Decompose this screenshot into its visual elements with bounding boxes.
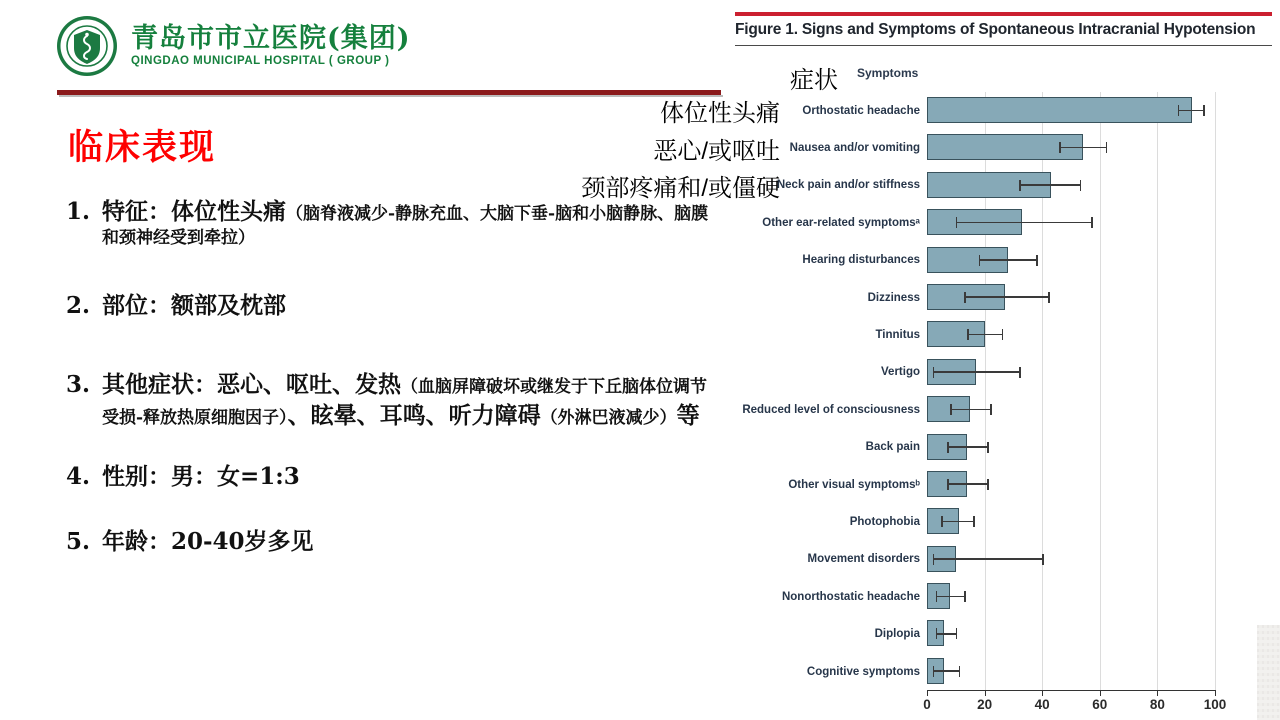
list-item bbox=[66, 369, 721, 431]
bar-plot-area bbox=[927, 615, 1275, 652]
bar bbox=[927, 97, 1192, 123]
watermark-image bbox=[1257, 625, 1280, 720]
error-bar-cap bbox=[933, 554, 935, 565]
bar-label: Neck pain and/or stiffness bbox=[776, 179, 920, 192]
bar-plot-area bbox=[927, 391, 1275, 428]
error-bar bbox=[936, 596, 965, 598]
chart-row bbox=[730, 92, 1275, 129]
error-bar-cap bbox=[1002, 329, 1004, 340]
bar-label: Movement disorders bbox=[807, 553, 920, 566]
bar-plot-area bbox=[927, 578, 1275, 615]
x-tick bbox=[1215, 691, 1216, 696]
error-bar-cap bbox=[967, 329, 969, 340]
error-bar-cap bbox=[1048, 292, 1050, 303]
bar-label: Vertigo bbox=[881, 366, 920, 379]
chart-row bbox=[730, 316, 1275, 353]
error-bar bbox=[933, 670, 959, 672]
error-bar-cap bbox=[1080, 180, 1082, 191]
list-item-number: 3. bbox=[66, 371, 91, 399]
chart-row bbox=[730, 541, 1275, 578]
x-tick bbox=[1042, 691, 1043, 696]
chinese-annotation: 症状 bbox=[790, 67, 838, 94]
error-bar bbox=[947, 446, 987, 448]
x-tick-label: 0 bbox=[923, 697, 931, 712]
error-bar bbox=[964, 296, 1048, 298]
figure-divider bbox=[735, 45, 1272, 46]
error-bar-cap bbox=[933, 666, 935, 677]
error-bar-cap bbox=[1042, 554, 1044, 565]
hospital-name-en: QINGDAO MUNICIPAL HOSPITAL ( GROUP ) bbox=[131, 55, 390, 68]
bar-label: Nausea and/or vomiting bbox=[789, 142, 920, 155]
x-tick-label: 80 bbox=[1149, 697, 1165, 712]
figure-accent-rule bbox=[735, 12, 1272, 16]
bar-plot-area bbox=[927, 167, 1275, 204]
list-item-text: （外淋巴液减少） bbox=[540, 408, 677, 429]
bar-plot-area bbox=[927, 653, 1275, 690]
header-rule bbox=[57, 90, 721, 95]
error-bar-cap bbox=[990, 404, 992, 415]
chart-row bbox=[730, 279, 1275, 316]
list-item-number: 5. bbox=[66, 528, 91, 556]
error-bar bbox=[933, 371, 1019, 373]
list-item-text: 部位：额部及枕部 bbox=[102, 291, 286, 319]
error-bar bbox=[1059, 147, 1105, 149]
error-bar-cap bbox=[936, 628, 938, 639]
chart-row bbox=[730, 653, 1275, 690]
list-item-text: 性别：男：女=1:3 bbox=[102, 463, 300, 491]
x-tick bbox=[985, 691, 986, 696]
bar-label: Other ear-related symptomsᵃ bbox=[762, 216, 920, 229]
error-bar bbox=[1178, 110, 1204, 112]
error-bar bbox=[1019, 184, 1079, 186]
error-bar-cap bbox=[1019, 367, 1021, 378]
error-bar bbox=[947, 483, 987, 485]
error-bar-cap bbox=[1019, 180, 1021, 191]
x-tick bbox=[1100, 691, 1101, 696]
error-bar-cap bbox=[947, 479, 949, 490]
bar-plot-area bbox=[927, 279, 1275, 316]
error-bar-cap bbox=[964, 591, 966, 602]
chart-row bbox=[730, 391, 1275, 428]
list-item bbox=[66, 526, 721, 557]
bar-plot-area bbox=[927, 503, 1275, 540]
list-item bbox=[66, 461, 721, 492]
chart-row bbox=[730, 129, 1275, 166]
bar-label: Cognitive symptoms bbox=[806, 665, 920, 678]
figure-title: Figure 1. Signs and Symptoms of Spontaneous Intracranial Hypotension bbox=[735, 21, 1256, 38]
error-bar-cap bbox=[1059, 142, 1061, 153]
x-tick-label: 60 bbox=[1092, 697, 1108, 712]
chinese-annotation: 恶心/或呕吐 bbox=[653, 138, 780, 165]
bar-label: Other visual symptomsᵇ bbox=[788, 478, 920, 491]
error-bar-cap bbox=[959, 666, 961, 677]
bar-label: Dizziness bbox=[867, 291, 920, 304]
bar-label: Tinnitus bbox=[875, 329, 920, 341]
bar-label: Back pain bbox=[865, 441, 920, 454]
error-bar-cap bbox=[987, 442, 989, 453]
hospital-brand bbox=[55, 14, 411, 78]
chart-row bbox=[730, 503, 1275, 540]
error-bar-cap bbox=[956, 628, 958, 639]
bar-plot-area bbox=[927, 354, 1275, 391]
error-bar bbox=[979, 259, 1037, 261]
error-bar bbox=[936, 633, 956, 635]
chinese-annotation: 体位性头痛 bbox=[660, 100, 780, 127]
error-bar-cap bbox=[979, 255, 981, 266]
bar-label: Orthostatic headache bbox=[802, 104, 920, 117]
bar-plot-area bbox=[927, 92, 1275, 129]
chart-row bbox=[730, 615, 1275, 652]
x-axis bbox=[927, 690, 1216, 691]
chart-row bbox=[730, 466, 1275, 503]
list-item-text: 特征：体位性头痛 bbox=[102, 198, 286, 225]
x-tick-label: 40 bbox=[1034, 697, 1050, 712]
list-item-text: 年龄：20-40岁多见 bbox=[102, 528, 314, 556]
list-item-number: 2. bbox=[66, 291, 91, 319]
bar-label: Diplopia bbox=[874, 628, 920, 641]
error-bar bbox=[956, 222, 1091, 224]
bar-label: Nonorthostatic headache bbox=[781, 590, 920, 603]
list-item bbox=[66, 196, 721, 250]
bar-plot-area bbox=[927, 429, 1275, 466]
list-item-number: 4. bbox=[66, 463, 91, 491]
error-bar-cap bbox=[1091, 217, 1093, 228]
error-bar-cap bbox=[941, 516, 943, 527]
error-bar bbox=[933, 558, 1042, 560]
list-item-text: 等 bbox=[676, 402, 700, 430]
chart-row bbox=[730, 242, 1275, 279]
list-item-text: （脑脊液减少-静脉充血、大脑下垂-脑和小脑静脉、脑膜和颈神经受到牵拉） bbox=[102, 204, 709, 249]
bar-plot-area bbox=[927, 129, 1275, 166]
error-bar bbox=[967, 334, 1002, 336]
chart-row bbox=[730, 204, 1275, 241]
error-bar-cap bbox=[964, 292, 966, 303]
bar-plot-area bbox=[927, 316, 1275, 353]
chart-row bbox=[730, 429, 1275, 466]
page-title: 临床表现 bbox=[68, 127, 217, 168]
bar-plot-area bbox=[927, 466, 1275, 503]
x-tick-label: 20 bbox=[977, 697, 993, 712]
bar-chart bbox=[730, 92, 1275, 690]
bar-plot-area bbox=[927, 242, 1275, 279]
x-tick-label: 100 bbox=[1203, 697, 1227, 712]
list-item bbox=[66, 290, 721, 321]
figure-panel bbox=[730, 0, 1275, 720]
list-item-number: 1. bbox=[66, 198, 91, 225]
hospital-logo-icon bbox=[55, 14, 119, 78]
list-item-text: 其他症状：恶心、呕吐、发热 bbox=[102, 371, 401, 399]
bar-plot-area bbox=[927, 204, 1275, 241]
hospital-name-zh: 青岛市市立医院(集团) bbox=[131, 22, 411, 54]
x-tick bbox=[927, 691, 928, 696]
symptoms-column-header: Symptoms bbox=[857, 66, 919, 80]
error-bar bbox=[941, 521, 973, 523]
error-bar-cap bbox=[950, 404, 952, 415]
bar-label: Hearing disturbances bbox=[802, 254, 920, 267]
error-bar-cap bbox=[987, 479, 989, 490]
list-item-text: （血脑屏障破坏或继发于下丘脑体位调节受损-释放热原细胞因子） bbox=[102, 377, 707, 429]
chart-row bbox=[730, 167, 1275, 204]
error-bar-cap bbox=[936, 591, 938, 602]
content-list bbox=[66, 196, 721, 557]
error-bar-cap bbox=[1203, 105, 1205, 116]
error-bar bbox=[950, 409, 990, 411]
chart-row bbox=[730, 578, 1275, 615]
bar-plot-area bbox=[927, 541, 1275, 578]
error-bar-cap bbox=[956, 217, 958, 228]
bar-label: Photophobia bbox=[849, 515, 920, 528]
error-bar-cap bbox=[947, 442, 949, 453]
chinese-annotation: 颈部疼痛和/或僵硬 bbox=[581, 175, 780, 202]
error-bar-cap bbox=[933, 367, 935, 378]
error-bar-cap bbox=[973, 516, 975, 527]
bar-label: Reduced level of consciousness bbox=[742, 403, 920, 416]
error-bar-cap bbox=[1036, 255, 1038, 266]
chart-row bbox=[730, 354, 1275, 391]
list-item-text: 、眩晕、耳鸣、听力障碍 bbox=[287, 402, 541, 430]
x-tick bbox=[1157, 691, 1158, 696]
error-bar-cap bbox=[1178, 105, 1180, 116]
error-bar-cap bbox=[1106, 142, 1108, 153]
